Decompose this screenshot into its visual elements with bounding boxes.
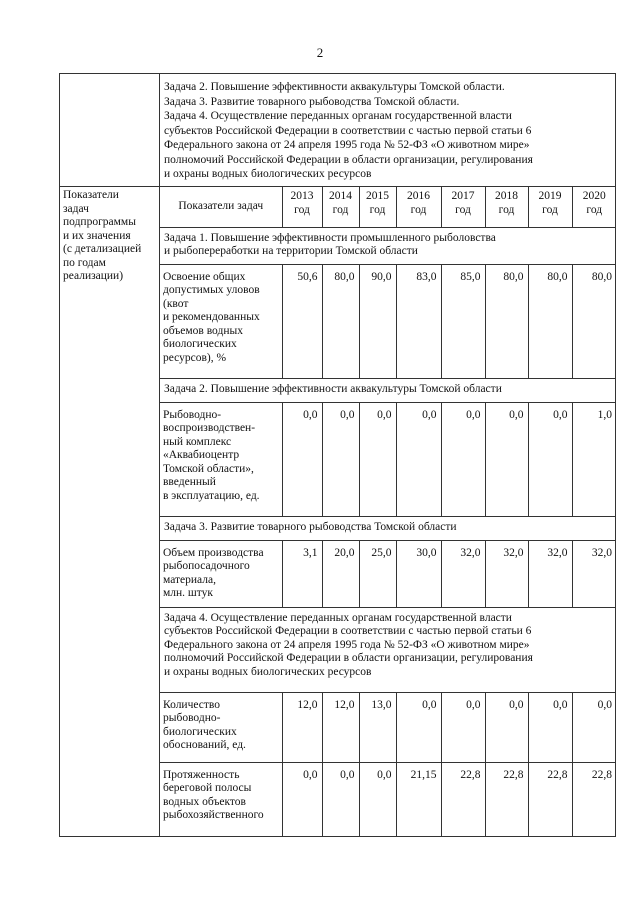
indicator-name: Освоение общих допустимых уловов (квот и рекомендованных объемов водных биологических ресурсов), %: [160, 264, 282, 378]
tasks-list: [160, 74, 616, 187]
value-cell: 0,0: [359, 402, 396, 516]
table-row: [160, 692, 616, 762]
header-label: Показатели задач: [160, 187, 282, 227]
task-1: Задача 1. Повышение эффективности промышленного рыболовства и рыбопереработки на территории Томской области: [160, 227, 616, 264]
value-cell: 32,0: [441, 540, 485, 607]
indicator-name: Количество рыбоводно- биологических обоснований, ед.: [160, 692, 282, 762]
value-cell: 0,0: [528, 692, 572, 762]
label-line: подпрограммы: [63, 216, 136, 228]
value-cell: 1,0: [572, 402, 616, 516]
task-line: Задача 4. Осуществление переданных органам государственной власти: [164, 110, 512, 122]
task-3: Задача 3. Развитие товарного рыбоводства Томской области: [160, 516, 616, 540]
value-cell: 0,0: [485, 402, 528, 516]
page-number: 2: [316, 45, 324, 60]
value-cell: 80,0: [572, 264, 616, 378]
value-cell: 0,0: [322, 402, 359, 516]
year-header: 2013 год: [282, 187, 322, 227]
value-cell: 0,0: [485, 692, 528, 762]
label-line: (с детализацией: [63, 243, 142, 255]
value-cell: 32,0: [485, 540, 528, 607]
task-row: [160, 607, 616, 692]
value-cell: 21,15: [396, 762, 441, 836]
header-row: [160, 187, 616, 227]
year-header: 2018 год: [485, 187, 528, 227]
indicators-label: [60, 187, 160, 837]
label-line: задач: [63, 202, 89, 215]
value-cell: 0,0: [322, 762, 359, 836]
task-line: Задача 2. Повышение эффективности аквакультуры Томской области.: [164, 81, 505, 93]
year-header: 2019 год: [528, 187, 572, 227]
task-line: субъектов Российской Федерации в соответствии с частью первой статьи 6: [164, 124, 532, 137]
table-row: [160, 540, 616, 607]
value-cell: 0,0: [282, 762, 322, 836]
value-cell: 22,8: [485, 762, 528, 836]
value-cell: 12,0: [322, 692, 359, 762]
table-row: [160, 402, 616, 516]
value-cell: 20,0: [322, 540, 359, 607]
value-cell: 85,0: [441, 264, 485, 378]
task-row: [160, 378, 616, 402]
value-cell: 0,0: [396, 402, 441, 516]
label-line: Показатели: [63, 189, 119, 201]
task-line: Задача 3. Развитие товарного рыбоводства Томской области.: [164, 95, 460, 108]
value-cell: 0,0: [396, 692, 441, 762]
task-2: Задача 2. Повышение эффективности аквакультуры Томской области: [160, 378, 616, 402]
value-cell: 0,0: [441, 692, 485, 762]
task-4: Задача 4. Осуществление переданных органам государственной власти субъектов Российской Федерации в соответствии с частью первой статьи 6 Федерального закона от 24 апреля 1995 года № 52-ФЗ «О животном мире» полномочий Российской Федерации в области организации, регулирования и охраны водных биологических ресурсов: [160, 607, 616, 692]
value-cell: 50,6: [282, 264, 322, 378]
task-line: и охраны водных биологических ресурсов: [164, 168, 372, 180]
table-row: [160, 762, 616, 836]
year-header: 2015 год: [359, 187, 396, 227]
task-line: Федерального закона от 24 апреля 1995 года № 52-ФЗ «О животном мире»: [164, 139, 530, 151]
value-cell: 30,0: [396, 540, 441, 607]
value-cell: 22,8: [441, 762, 485, 836]
indicator-name: Рыбоводно- воспроизводствен- ный комплекс «Аквабиоцентр Томской области», введенный в эксплуатацию, ед.: [160, 402, 282, 516]
indicator-name: Протяженность береговой полосы водных объектов рыбохозяйственного: [160, 762, 282, 836]
value-cell: 80,0: [322, 264, 359, 378]
left-empty-cell: [60, 74, 160, 187]
table-row: [160, 264, 616, 378]
value-cell: 32,0: [528, 540, 572, 607]
value-cell: 22,8: [528, 762, 572, 836]
indicators-table: [160, 187, 616, 836]
value-cell: 0,0: [441, 402, 485, 516]
value-cell: 32,0: [572, 540, 616, 607]
value-cell: 83,0: [396, 264, 441, 378]
task-line: полномочий Российской Федерации в области организации, регулирования: [164, 153, 533, 166]
value-cell: 13,0: [359, 692, 396, 762]
value-cell: 3,1: [282, 540, 322, 607]
indicators-cell: [160, 187, 616, 837]
value-cell: 25,0: [359, 540, 396, 607]
value-cell: 0,0: [528, 402, 572, 516]
value-cell: 80,0: [528, 264, 572, 378]
value-cell: 12,0: [282, 692, 322, 762]
label-line: и их значения: [63, 229, 131, 242]
program-table: [59, 73, 616, 837]
indicator-name: Объем производства рыбопосадочного материала, млн. штук: [160, 540, 282, 607]
value-cell: 90,0: [359, 264, 396, 378]
task-row: [160, 227, 616, 264]
value-cell: 80,0: [485, 264, 528, 378]
value-cell: 0,0: [572, 692, 616, 762]
value-cell: 0,0: [359, 762, 396, 836]
label-line: реализации): [63, 270, 124, 282]
task-row: [160, 516, 616, 540]
label-line: по годам: [63, 256, 106, 269]
year-header: 2014 год: [322, 187, 359, 227]
value-cell: 0,0: [282, 402, 322, 516]
year-header: 2017 год: [441, 187, 485, 227]
year-header: 2020 год: [572, 187, 616, 227]
value-cell: 22,8: [572, 762, 616, 836]
year-header: 2016 год: [396, 187, 441, 227]
